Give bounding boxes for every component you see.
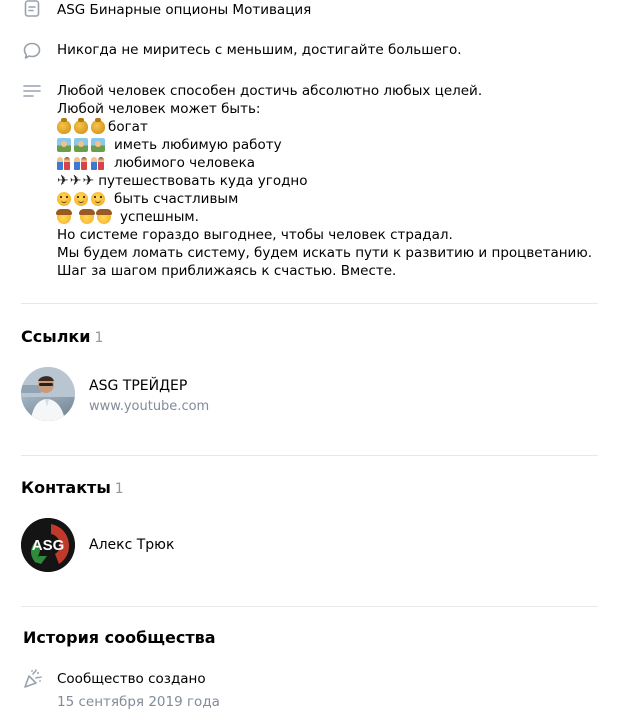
money-bag-icon bbox=[74, 120, 88, 134]
contact-name[interactable]: Алекс Трюк bbox=[89, 537, 175, 553]
description-icon bbox=[22, 82, 42, 102]
contacts-count: 1 bbox=[114, 481, 124, 497]
money-bag-icon bbox=[91, 120, 105, 134]
smile-icon bbox=[91, 192, 105, 206]
description-text: любимого человека bbox=[114, 155, 256, 171]
party-popper-icon bbox=[22, 669, 42, 689]
contacts-section-title[interactable] bbox=[21, 478, 124, 497]
description-line: Шаг за шагом приближаясь к счастью. Вместе. bbox=[57, 263, 397, 279]
history-date: 15 сентября 2019 года bbox=[57, 694, 220, 710]
description-line bbox=[57, 118, 592, 136]
links-section-title[interactable] bbox=[21, 327, 103, 346]
history-event: Сообщество создано bbox=[57, 671, 206, 687]
description-line: Но системе гораздо выгоднее, чтобы человек страдал. bbox=[57, 227, 453, 243]
description-line bbox=[57, 190, 592, 208]
description-line: Любой человек может быть: bbox=[57, 101, 261, 117]
description-line bbox=[57, 208, 592, 226]
smile-icon bbox=[57, 192, 71, 206]
couple-icon bbox=[57, 156, 71, 170]
community-category: ASG Бинарные опционы Мотивация bbox=[57, 2, 312, 18]
money-bag-icon bbox=[57, 120, 71, 134]
cowboy-icon bbox=[80, 210, 94, 224]
work-icon bbox=[74, 138, 88, 152]
links-count: 1 bbox=[94, 330, 104, 346]
link-url[interactable]: www.youtube.com bbox=[89, 399, 210, 414]
description-line bbox=[57, 154, 592, 172]
description-text: быть счастливым bbox=[114, 191, 239, 207]
smile-icon bbox=[74, 192, 88, 206]
contact-avatar[interactable] bbox=[21, 518, 75, 572]
community-description bbox=[57, 82, 592, 280]
link-avatar[interactable] bbox=[21, 367, 75, 421]
airplane-icon: ✈ bbox=[69, 173, 82, 189]
divider bbox=[21, 455, 598, 456]
cowboy-icon bbox=[57, 210, 71, 224]
description-line bbox=[57, 172, 592, 190]
description-text: путешествовать куда угодно bbox=[98, 173, 308, 189]
couple-icon bbox=[91, 156, 105, 170]
contacts-title: Контакты bbox=[21, 478, 111, 497]
asg-logo-text: ASG bbox=[31, 537, 65, 554]
person-photo-icon bbox=[21, 367, 75, 421]
description-line: Любой человек способен достичь абсолютно любых целей. bbox=[57, 83, 483, 99]
airplane-icon: ✈ bbox=[82, 173, 95, 189]
description-text: успешным. bbox=[120, 209, 199, 225]
description-text: богат bbox=[108, 119, 148, 135]
divider bbox=[21, 303, 598, 304]
link-title[interactable]: ASG ТРЕЙДЕР bbox=[89, 378, 188, 394]
links-title: Ссылки bbox=[21, 327, 91, 346]
airplane-icon: ✈ bbox=[57, 173, 69, 189]
couple-icon bbox=[74, 156, 88, 170]
comment-icon bbox=[22, 41, 42, 61]
community-status: Никогда не миритесь с меньшим, достигайте большего. bbox=[57, 42, 462, 58]
asg-logo-icon bbox=[21, 518, 75, 572]
work-icon bbox=[91, 138, 105, 152]
cowboy-icon bbox=[97, 210, 111, 224]
history-section-title: История сообщества bbox=[23, 628, 216, 647]
description-line: Мы будем ломать систему, будем искать пути к развитию и процветанию. bbox=[57, 245, 592, 261]
description-text: иметь любимую работу bbox=[114, 137, 282, 153]
divider bbox=[21, 606, 598, 607]
calendar-icon bbox=[22, 0, 42, 20]
work-icon bbox=[57, 138, 71, 152]
description-line bbox=[57, 136, 592, 154]
